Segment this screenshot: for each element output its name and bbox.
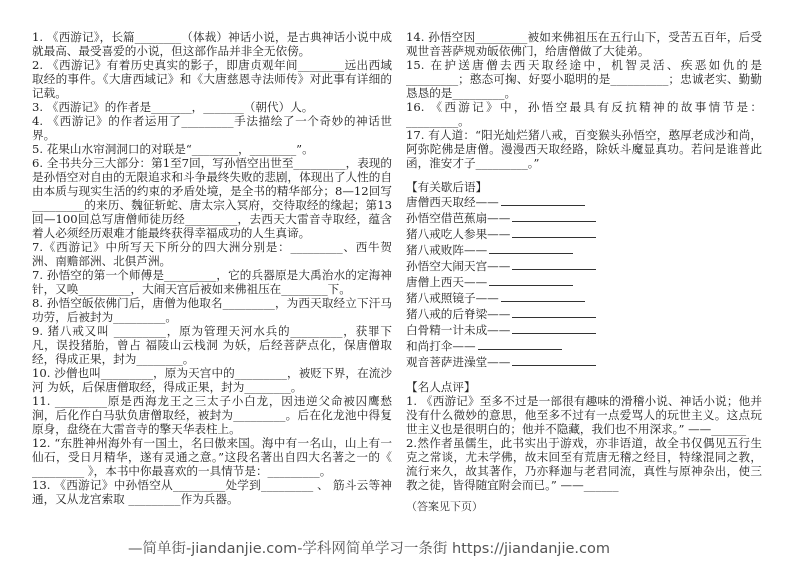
xiehouyu-text: 唐僧上西天——	[406, 275, 488, 289]
xiehouyu-section	[406, 180, 762, 370]
xiehouyu-item	[406, 258, 762, 274]
right-column	[406, 30, 762, 514]
answer-blank	[501, 194, 585, 206]
xiehouyu-text: 猪八戒吃人参果——	[406, 227, 511, 241]
answer-blank	[512, 210, 596, 222]
xiehouyu-item	[406, 306, 762, 322]
answer-blank	[501, 290, 585, 302]
answer-blank	[512, 258, 596, 270]
comment-item: 1. 《西游记》至多不过是一部很有趣味的滑稽小说、神话小说；他并没有什么微妙的意思，他至多不过有一点爱骂人的玩世主义。这点玩世主义也是很明白的；他并不隐藏，我们也不用深求。” ——______	[406, 394, 762, 436]
xiehouyu-text: 孙悟空借芭蕉扇——	[406, 211, 511, 225]
xiehouyu-item	[406, 274, 762, 290]
xiehouyu-text: 唐僧西天取经——	[406, 195, 499, 209]
comment-item: 2.然作者虽儒生，此书实出于游戏，亦非语道，故全书仅偶见五行生克之常谈，尤未学佛，故末回至有荒唐无稽之经目，特缘混同之教，流行来久，故其著作，乃亦释迦与老君同流，真性与原神杂出，使三教之徒，皆得随宜附会而已。” ——______	[406, 436, 762, 492]
question-item: 8. 孙悟空皈依佛门后，唐僧为他取名_________，为西天取经立下汗马功劳，后被封为_________。	[32, 296, 392, 324]
question-item: 1. 《西游记》，长篇________（体裁）神话小说，是古典神话小说中成就最高、最受喜爱的小说，但这部作品并非全无依傍。	[32, 30, 392, 58]
question-item: 17. 有人道：“阳光灿烂猪八戒，百变猴头孙悟空，憨厚老成沙和尚，阿弥陀佛是唐僧。漫漫西天取经路，除妖斗魔显真功。若问是谁普此函，淮安才子_________。”	[406, 128, 762, 170]
xiehouyu-text: 观音菩萨进澡堂——	[406, 355, 511, 369]
xiehouyu-text: 猪八戒的后脊梁——	[406, 307, 511, 321]
answer-blank	[478, 338, 562, 350]
question-item: 5. 花果山水帘洞洞口的对联是“________，________”。	[32, 142, 314, 156]
watermark: —简单街-jiandanjie.com-学科网简单学习一条街 https://jiandanjie.com	[128, 541, 610, 557]
answer-blank	[512, 306, 596, 318]
question-item: 4. 《西游记》的作者运用了_________手法描绘了一个奇妙的神话世界。	[32, 114, 392, 142]
question-item: 7.《西游记》中所写天下所分的四大洲分别是：_________、西牛贺洲、南赡部洲、北俱芦洲。	[32, 240, 392, 268]
question-item: 7. 孙悟空的第一个师傅是_________，它的兵器原是大禹治水的定海神针，又唤_________，大闹天宫后被如来佛祖压在________下。	[32, 268, 392, 296]
xiehouyu-item	[406, 322, 762, 338]
question-item: 15. 在护送唐僧去西天取经途中，机智灵活、疾恶如仇的是_________；憨态可掬、好耍小聪明的是__________；忠诚老实、勤勤恳恳的是_________。	[406, 58, 762, 100]
answer-blank	[512, 322, 596, 334]
question-item: 12. “东胜神州海外有一国土，名曰傲来国。海中有一名山，山上有一仙石，受日月精华，遂有灵通之意。”这段名著出自四大名著之一的《 _________ 》，本书中你最喜欢的一具情节是：_________。	[32, 436, 392, 478]
question-item: 9. 猪八戒又叫 _________，原为管理天河水兵的_________，获罪下凡，误投猪胎，曾占 福陵山云栈洞 为妖，后经菩萨点化，保唐僧取经，得成正果，封为________。	[32, 324, 392, 366]
question-item: 2. 《西游记》有着历史真实的影子，即唐贞观年间________远出西域取经的事件。《大唐西域记》和《大唐慈恩寺法师传》对此事有详细的记载。	[32, 58, 392, 100]
comments-title: 【名人点评】	[406, 380, 476, 394]
xiehouyu-item	[406, 194, 762, 210]
question-item: 13. 《西游记》中孙悟空从_________处学到_________ 、 筋斗云等神通，又从龙宫索取 _________作为兵器。	[32, 478, 392, 506]
xiehouyu-text: 和尚打伞——	[406, 339, 476, 353]
xiehouyu-item	[406, 338, 762, 354]
left-column	[32, 30, 392, 506]
xiehouyu-item	[406, 354, 762, 370]
answer-blank	[489, 242, 573, 254]
comments-section	[406, 380, 762, 492]
xiehouyu-item	[406, 210, 762, 226]
answer-blank	[512, 226, 596, 238]
footer-note: （答案见下页）	[406, 500, 483, 513]
xiehouyu-item	[406, 290, 762, 306]
question-item: 14. 孙悟空因_________被如来佛祖压在五行山下，受苦五百年，后受观世音菩萨规劝皈依佛门，给唐僧做了大徒弟。	[406, 30, 762, 58]
xiehouyu-text: 猪八戒照镜子——	[406, 291, 499, 305]
question-item: 3. 《西游记》的作者是_______，_______（朝代）人。	[32, 100, 314, 114]
xiehouyu-item	[406, 242, 762, 258]
question-item: 10. 沙僧也叫_________，原为天宫中的_________，被贬下界，在流沙河 为妖，后保唐僧取经，得成正果，封为________。	[32, 366, 392, 394]
question-item: 6. 全书共分三大部分：第1至7回，写孙悟空出世至_________，表现的是孙悟空对自由的无限追求和斗争最终失败的悲剧，体现出了人性的自由本质与现实生活的约束的矛盾处境，是全书的精华部分；8—12回写_________的来历、魏征斩蛇、唐太宗入冥府，交待取经的缘起；第13回—100回总写唐僧师徒历经_________，去西天大雷音寺取经，蕴含着人必须经历艰难才能最终获得幸福成功的人生真谛。	[32, 156, 392, 240]
xiehouyu-text: 孙悟空大闹天宫——	[406, 259, 511, 273]
answer-blank	[489, 274, 573, 286]
question-item: 16. 《西游记》中，孙悟空最具有反抗精神的故事情节是：_________。	[406, 100, 762, 128]
xiehouyu-title: 【有关歇后语】	[406, 180, 488, 194]
xiehouyu-item	[406, 226, 762, 242]
xiehouyu-text: 猪八戒败阵——	[406, 243, 488, 257]
question-item: 11. _________原是西海龙王之三太子小白龙，因违逆父命被囚鹰愁涧，后化作白马驮负唐僧取经，被封为_________。后在化龙池中得复原身，盘绕在大雷音寺的擎天华表柱上。	[32, 394, 392, 436]
answer-blank	[512, 354, 596, 366]
xiehouyu-text: 白骨精一计未成——	[406, 323, 511, 337]
